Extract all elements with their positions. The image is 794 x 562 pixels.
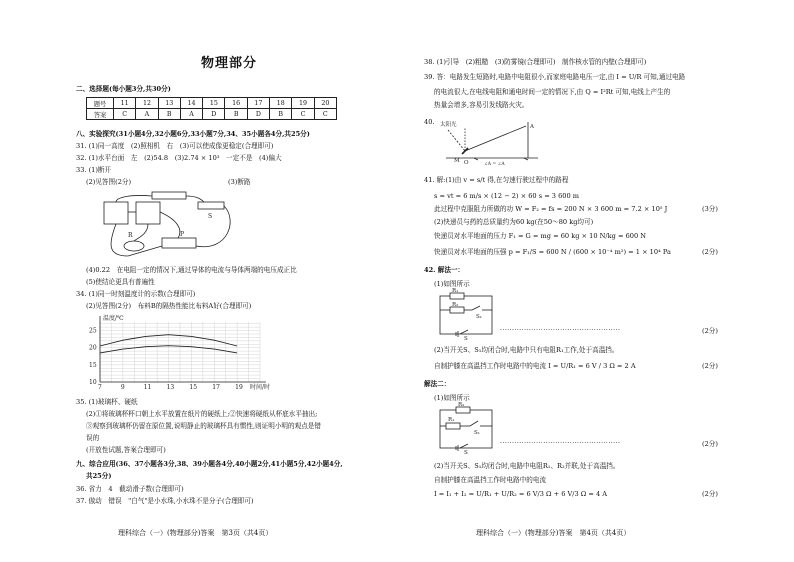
circuit-diagram-42-a [436,290,498,340]
x-tick-label: 7 [98,384,102,391]
table-cell: B [158,109,180,120]
y-tick-label: 10 [89,379,97,386]
answer-34-2: (2)见答图(2分) 布料B的隔热性能比布料A好(合理即可) [86,302,252,310]
x-tick-label: 15 [189,384,198,391]
answer-40-label: 40. [424,118,435,126]
score-2: (2分) [702,248,718,256]
answer-table [86,97,337,120]
answer-38: 38. (1)引导 (2)粗糙 (3)防雾镜(合理即可) 制作核水管的内壁(合理即可) [424,58,647,66]
y-tick-label: 15 [89,361,97,369]
answer-36: 36. 省力 4 截动滑子数(合理即可) [76,485,184,493]
table-cell: 12 [136,98,158,109]
answer-39-2: 的电流很大,在电线电阻和通电时间一定的情况下,由 Q = I²Rt 可知,电线上产生的 [434,88,671,96]
answer-33-2: (2)见答图(2分) [86,178,132,186]
battery-icon [152,192,186,199]
answer-33-3: (3)断路 [228,178,251,186]
solution-two-3: 自制护膝在高温挡工作时电路中的电流 [434,476,547,484]
table-cell: 20 [314,98,336,109]
answer-41-4: (2)快递员与药的总质量约为60 kg(在50～80 kg均可) [434,218,594,226]
answer-35-3: ③观察到玻璃杯仍留在原位置,说明静止的玻璃杯具有惯性,则证明小明的观点是错 [86,422,321,430]
circuit-diagram-33 [98,190,238,262]
resistor-icon [124,241,144,251]
x-tick-label: 9 [120,384,125,391]
solution-two-2: (2)当开关S、S₁均闭合时,电路中电阻R₁、R₂并联,处于高温挡。 [434,462,620,470]
x-tick-label: 11 [143,384,152,391]
s1-label: S₁ [474,430,480,436]
answer-35-4: 误的 [86,434,100,442]
x-tick-label: 19 [235,384,243,391]
r2-label: R₂ [452,302,459,308]
s-label: S [464,336,468,342]
solution-one-1: (1)如图所示 [434,280,470,288]
circuit-label-r: R [128,232,133,239]
answer-34-1: 34. (1)同一时刻温度计的示数(合理即可) [76,290,196,298]
y-axis-label: 温度/℃ [103,315,124,322]
answer-39-1: 39. 答：电路发生短路时,电路中电阻很小,而家庭电路电压一定,由 I = U/R 可知,通过电路 [424,73,686,81]
switch-icon [198,202,224,209]
solution-one-3: 自制护膝在高温挡工作时电路中的电流 I = U/R₁ = 6 V / 3 Ω = 2 A [434,362,636,370]
solution-two-4: I = I₁ + I₂ = U/R₁ + U/R₂ = 6 V/3 Ω + 6 V/3 Ω = 4 A [434,490,608,498]
leader-dots: ·················································· [500,440,621,447]
answer-41-6: 快递员对水平地面的压强 p = F₁/S = 600 N / (600 × 10⁻⁴ m²) = 1 × 10⁴ Pa [434,248,671,256]
y-tick-label: 25 [89,327,97,335]
answer-35-1: 35. (1)玻璃杯、硬纸 [76,398,138,406]
answer-35-2: (2)①将玻璃杯杯口朝上水平放置在纸片的硬纸上;②快速将硬纸从杯底水平抽出; [86,410,318,418]
table-cell: 11 [114,98,136,109]
table-cell: 18 [270,98,292,109]
x-axis-label: 时间/时 [250,384,271,391]
leader-dots: ·················································· [500,327,621,334]
score-2: (2分) [702,362,718,370]
table-cell: 13 [158,98,180,109]
section-nine-heading: 九、综合应用(36、37小题各3分,38、39小题各4分,40小题2分,41小题5分,42小题4分, [76,460,343,468]
score-2: (2分) [702,440,718,448]
page-title: 物理部分 [201,56,258,71]
answer-33-4: (4)0.22 在电阻一定的情况下,通过导体的电流与导体两端的电压成正比 [86,266,297,274]
r1-label: R₁ [448,417,455,423]
point-a-label: A [530,124,534,130]
right-page [424,0,724,562]
answer-41-1: 41. 解:(1)由 v = s/t 得,在匀速行驶过程中的路程 [424,176,569,184]
table-cell: 15 [203,98,225,109]
x-tick-label: 17 [212,384,220,391]
solution-one-heading: 42. 解法一： [424,266,465,274]
rheostat-icon [162,238,196,248]
point-m-label: M [454,158,460,164]
answer-32: 32. (1)水平台面 左 (2)54.8 (3)2.74 × 10³ 一定不是 (4)偏大 [76,154,282,162]
left-page [76,0,376,562]
score-2: (2分) [702,490,718,498]
temperature-chart [82,312,272,394]
table-cell: 17 [247,98,269,109]
point-o-label: O [464,160,469,166]
table-cell: A [180,109,202,120]
answer-31: 31. (1)同一高度 (2)照相机 右 (3)可以使成像更稳定(合理即可) [76,142,274,150]
answer-41-2: s = vt = 6 m/s × (12 − 2) × 60 s = 3 600 m [434,192,580,200]
y-tick-label: 20 [89,344,97,352]
r1-label: R₁ [452,288,459,294]
answer-table-number-row [87,98,337,109]
section-two-heading: 二、选择题(每小题3分,共30分) [76,85,171,93]
answer-41-5: 快递员对水平地面的压力 F₁ = G = mg = 60 kg × 10 N/kg = 600 N [434,232,647,240]
table-cell: 14 [180,98,202,109]
answer-41-3: 此过程中克服阻力所做的功 W = F₂ = fs = 200 N × 3 600 m = 7.2 × 10⁵ J [434,205,668,213]
table-cell: C [292,109,314,120]
answer-33-5: (5)使结论更具有普遍性 [86,278,155,286]
s1-label: S₁ [476,314,482,320]
ammeter-icon [136,202,160,224]
answer-33-1: 33. (1)断开 [76,166,112,174]
x-tick-label: 13 [166,384,175,391]
table-cell: 19 [292,98,314,109]
circuit-label-p: P [180,231,185,238]
score-3: (3分) [702,205,718,213]
answer-37: 37. 傲动 错误 "白气"是小水珠,小水珠不是分子(合理即可) [76,497,254,505]
section-eight-heading: 八、实验探究(31小题4分,32小题6分,33小题7分,34、35小题各4分,共25分) [76,130,310,138]
table-cell: D [247,109,269,120]
answer-35-5: (开放性试题,答案合理即可) [86,446,166,454]
s-label: S [464,450,468,456]
score-2: (2分) [702,327,718,335]
angle-label: ∠A = ∠A [484,162,505,167]
solution-one-2: (2)当开关S、S₁均闭合时,电路中只有电阻R₁工作,处于高温挡。 [434,346,619,354]
sunlight-label: 太阳光 [440,122,457,128]
section-nine-heading-cont: 共25分) [86,472,112,480]
left-footer: 理科综合（一）(物理部分)答案 第3页（共4页） [118,529,273,537]
circuit-diagram-42-b [436,404,498,454]
table-cell: B [270,109,292,120]
answer-39-3: 热量会增多,容易引发线路火灾。 [434,101,529,109]
table-row-label: 答案 [87,109,114,120]
table-cell: A [136,109,158,120]
table-cell: C [314,109,336,120]
voltmeter-icon [104,202,128,224]
answer-table-answer-row [87,109,337,120]
right-footer: 理科综合（一）(物理部分)答案 第4页（共4页） [476,529,631,537]
r2-label: R₂ [458,402,465,408]
table-row-label: 题号 [87,98,114,109]
reflection-diagram-40 [438,118,548,166]
solution-two-1: (1)如图所示 [434,394,470,402]
table-cell: B [225,109,247,120]
solution-two-heading: 解法二： [424,380,451,388]
table-cell: D [203,109,225,120]
circuit-label-s: S [208,213,213,220]
table-cell: 16 [225,98,247,109]
table-cell: C [114,109,136,120]
